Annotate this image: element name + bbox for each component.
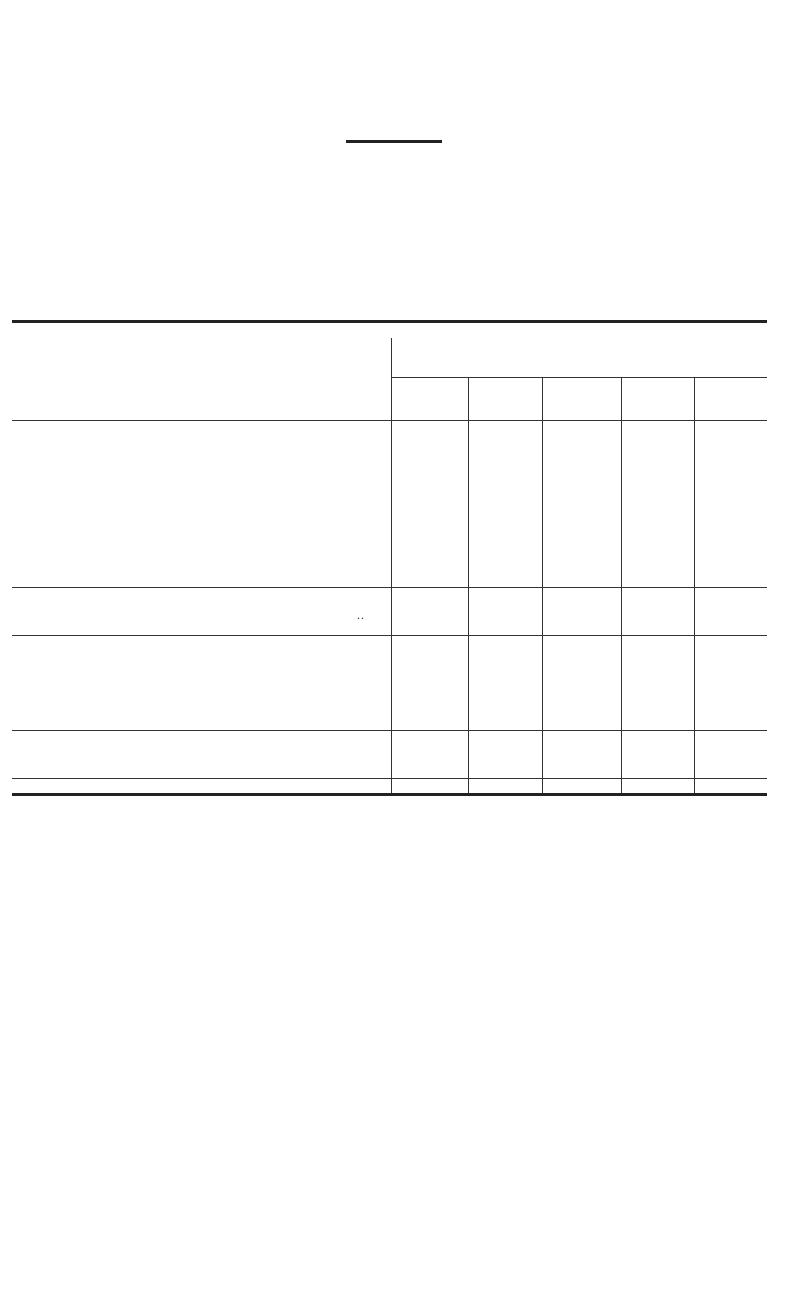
staff-paragraph-2: [12, 262, 769, 286]
staff-table: ..: [12, 338, 767, 794]
title-underline: [346, 140, 442, 143]
case-types-list: [0, 930, 801, 1050]
table-top-rule: [12, 320, 767, 323]
referrals-list: [0, 1084, 801, 1132]
staff-paragraph-1: [12, 166, 769, 190]
general-paragraph-1: [12, 822, 769, 846]
general-paragraph-2: [12, 894, 769, 918]
